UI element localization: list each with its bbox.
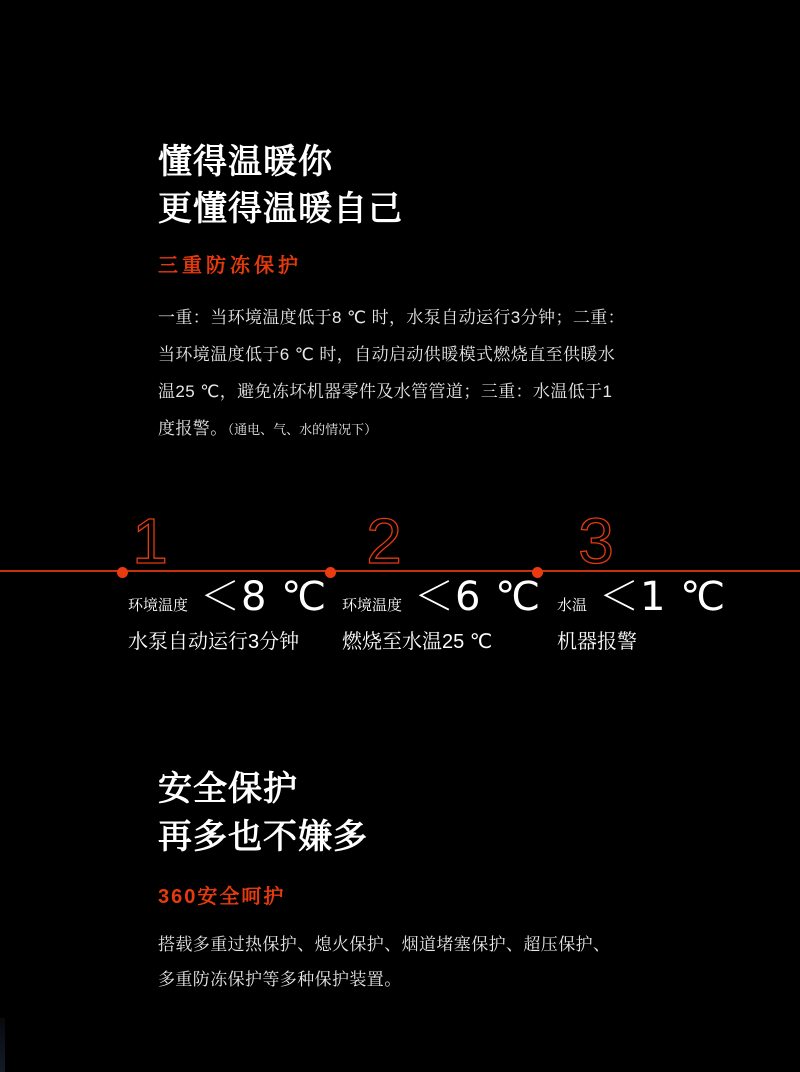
safety-title-line-1: 安全保护 (158, 770, 298, 808)
body-line: 一重：当环境温度低于8 ℃ 时，水泵自动运行3分钟；二重： (158, 308, 626, 327)
body-line-end: 度报警。 (158, 419, 228, 438)
body-line (158, 410, 625, 448)
frost-title-line-1: 懂得温暖你 (158, 143, 333, 181)
frost-section-body (158, 299, 625, 448)
body-line: 多重防冻保护等多种保护装置。 (158, 970, 402, 989)
timeline-item-1 (128, 575, 358, 655)
safety-section-body (158, 927, 610, 997)
timeline-item-condition (128, 575, 358, 619)
timeline-item-description: 燃烧至水温25 ℃ (342, 631, 493, 653)
timeline-number-3: 3 (578, 505, 614, 577)
timeline-item-value: ＜8 ℃ (200, 574, 328, 620)
timeline-item-value: ＜6 ℃ (414, 574, 542, 620)
timeline-item-label: 水温 (557, 597, 588, 614)
timeline-item-2 (342, 575, 572, 655)
body-note: （通电、气、水的情况下） (227, 422, 378, 437)
next-section-edge-sliver (0, 1018, 5, 1072)
timeline-item-description: 机器报警 (557, 631, 637, 653)
timeline-item-label: 环境温度 (128, 597, 189, 614)
timeline-number-1: 1 (132, 505, 168, 577)
timeline-number-2: 2 (366, 505, 402, 577)
timeline-item-label: 环境温度 (342, 597, 403, 614)
timeline-item-condition (557, 575, 787, 619)
safety-section-subtitle: 360安全呵护 (158, 886, 286, 908)
timeline-item-condition (342, 575, 572, 619)
safety-title-line-2: 再多也不嫌多 (158, 818, 368, 856)
body-line: 当环境温度低于6 ℃ 时，自动启动供暖模式燃烧直至供暖水 (158, 345, 616, 364)
timeline-item-3 (557, 575, 787, 655)
frost-title-line-2: 更懂得温暖自己 (158, 190, 403, 228)
safety-section-title (158, 765, 368, 861)
body-line: 温25 ℃，避免冻坏机器零件及水管管道；三重：水温低于1 (158, 382, 613, 401)
frost-section-subtitle: 三重防冻保护 (158, 255, 302, 277)
timeline-item-description: 水泵自动运行3分钟 (128, 631, 300, 653)
body-line: 搭载多重过热保护、熄火保护、烟道堵塞保护、超压保护、 (158, 935, 611, 954)
frost-section-title (158, 139, 403, 233)
timeline-item-value: ＜1 ℃ (599, 574, 727, 620)
